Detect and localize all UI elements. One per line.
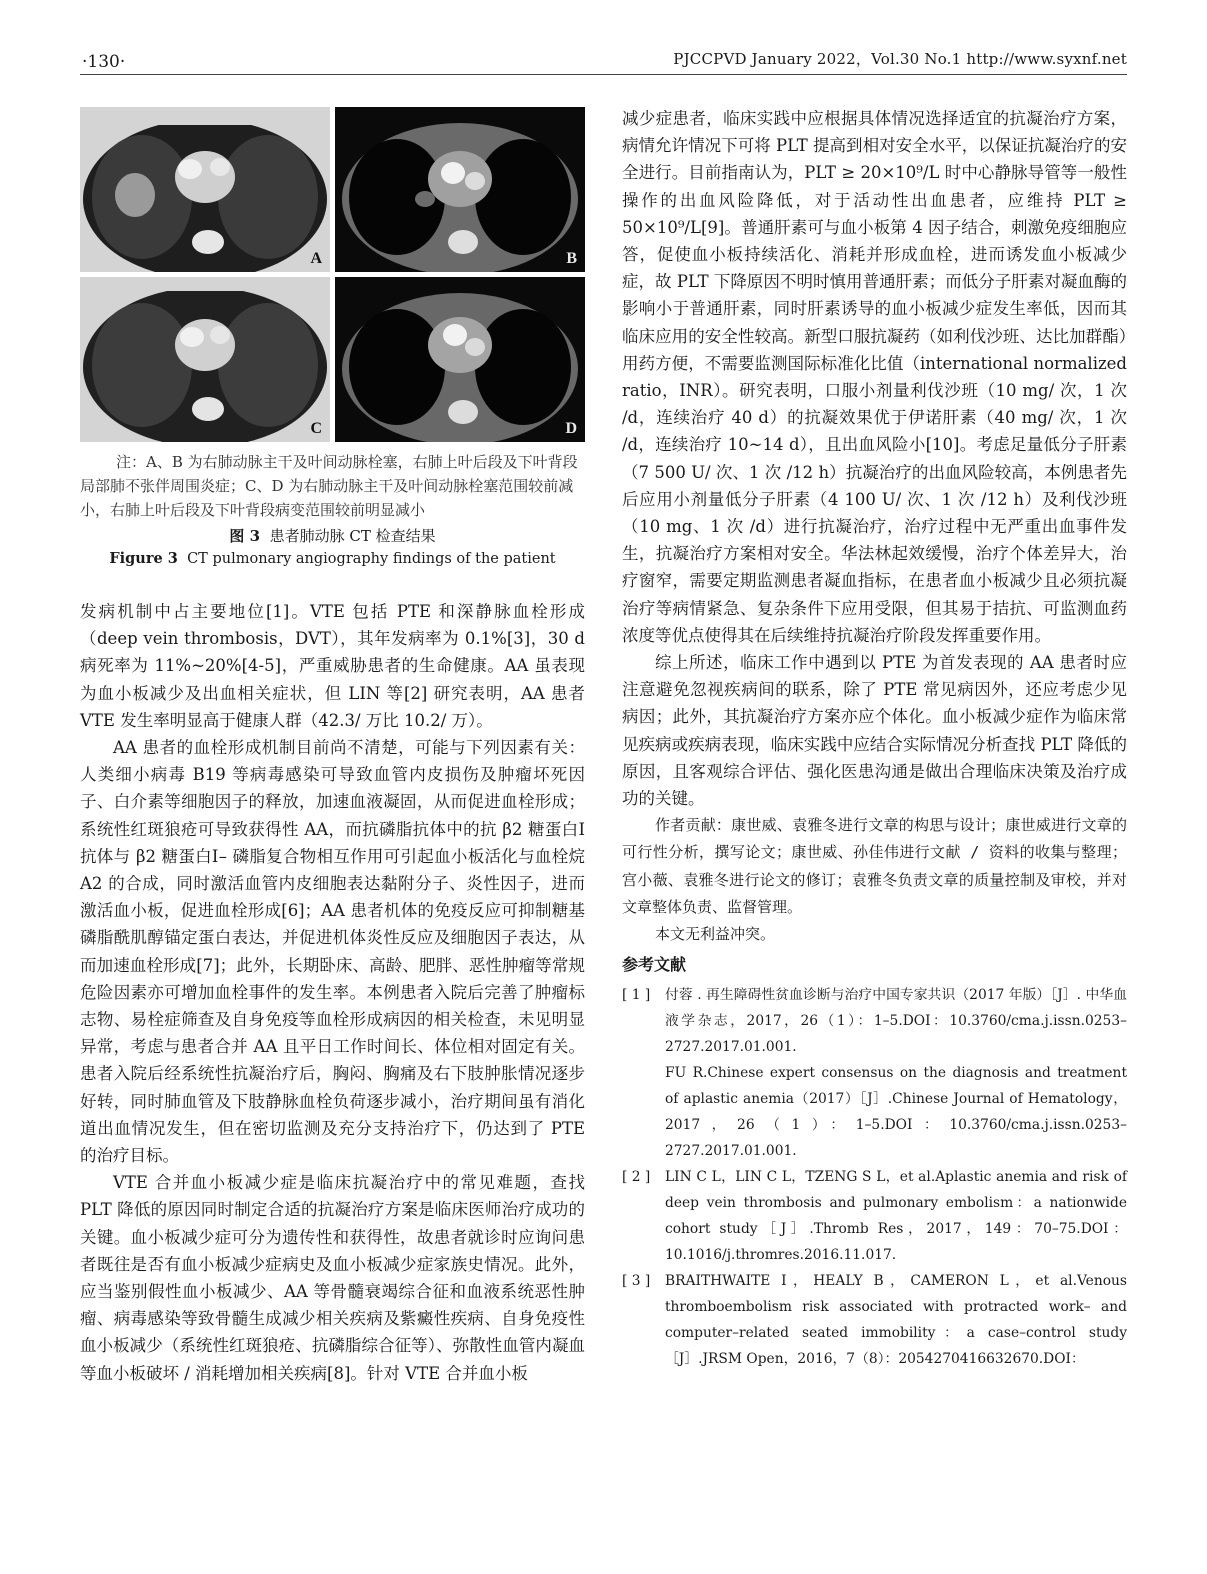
ct-image-lung-window xyxy=(80,107,330,272)
ct-image-lung-window xyxy=(80,277,330,442)
figure-caption-en xyxy=(80,550,585,567)
reference-text: BRAITHWAITE I，HEALY B，CAMERON L，et al.Venous thromboembolism risk associated with protracted work– and computer–related seated immobility：a case–control study［J］.JRSM Open，2016，7（8）：2054270416632670.DOI： xyxy=(665,1272,1127,1367)
figure-label-en: Figure 3 xyxy=(109,550,178,567)
figure-caption-zh xyxy=(80,525,585,546)
journal-header: PJCCPVD January 2022，Vol.30 No.1 http://www.syxnf.net xyxy=(673,50,1127,68)
figure-title-zh: 患者肺动脉 CT 检查结果 xyxy=(269,527,436,545)
ct-image-mediastinal-window xyxy=(335,277,585,442)
header-rule xyxy=(80,74,1127,75)
ct-panel-a xyxy=(80,107,330,272)
reference-number: [ 2 ] xyxy=(622,1168,651,1185)
reference-item xyxy=(622,982,1127,1164)
ct-panel-c xyxy=(80,277,330,442)
ct-image-mediastinal-window xyxy=(335,107,585,272)
panel-label: B xyxy=(566,250,577,267)
panel-label: C xyxy=(310,420,322,437)
author-contributions: 作者贡献：康世威、袁雅冬进行文章的构思与设计；康世威进行文章的可行性分析，撰写论文；康世威、孙佳伟进行文献 / 资料的收集与整理；宫小薇、袁雅冬进行论文的修订；袁雅冬负责文章的质量控制及审校，并对文章整体负责、监督管理。 xyxy=(622,816,1127,916)
paragraph: 综上所述，临床工作中遇到以 PTE 为首发表现的 AA 患者时应注意避免忽视疾病间的联系，除了 PTE 常见病因外，还应考虑少见病因；此外，其抗凝治疗方案亦应个体化。血小板减少症作为临床常见疾病或疾病表现，临床实践中应结合实际情况分析查找 PLT 降低的原因，且客观综合评估、强化医患沟通是做出合理临床决策及治疗成功的关键。 xyxy=(622,653,1127,809)
paragraph: 发病机制中占主要地位[1]。VTE 包括 PTE 和深静脉血栓形成（deep vein thrombosis，DVT），其年发病率为 0.1%[3]，30 d 病死率为 11%~20%[4-5]，严重威胁患者的生命健康。AA 虽表现为血小板减少及出血相关症状，但 LIN 等[2] 研究表明，AA 患者 VTE 发生率明显高于健康人群（42.3/ 万比 10.2/ 万）。 xyxy=(80,602,585,730)
panel-label: D xyxy=(565,420,577,437)
reference-number: [ 3 ] xyxy=(622,1272,651,1289)
paragraph: AA 患者的血栓形成机制目前尚不清楚，可能与下列因素有关：人类细小病毒 B19 等病毒感染可导致血管内皮损伤及肿瘤坏死因子、白介素等细胞因子的释放，加速血液凝固，从而促进血栓形成；系统性红斑狼疮可导致获得性 AA，而抗磷脂抗体中的抗 β2 糖蛋白Ⅰ抗体与 β2 糖蛋白Ⅰ– 磷脂复合物相互作用可引起血小板活化与血栓烷 A2 的合成，同时激活血管内皮细胞表达黏附分子、炎性因子，进而激活血小板，促进血栓形成[6]；AA 患者机体的免疫反应可抑制糖基磷脂酰肌醇锚定蛋白表达，并促进机体炎性反应及细胞因子表达，从而加速血栓形成[7]；此外，长期卧床、高龄、肥胖、恶性肿瘤等常规危险因素亦可增加血栓事件的发生率。本例患者入院后完善了肿瘤标志物、易栓症筛查及自身免疫等血栓形成病因的相关检查，未见明显异常，考虑与患者合并 AA 且平日工作时间长、体位相对固定有关。患者入院后经系统性抗凝治疗后，胸闷、胸痛及右下肢肿胀情况逐步好转，同时肺血管及下肢静脉血栓负荷逐步减小，治疗期间虽有消化道出血情况发生，但在密切监测及充分支持治疗下，仍达到了 PTE 的治疗目标。 xyxy=(80,738,585,1166)
ct-figure-grid xyxy=(80,107,585,442)
figure-note: 注：A、B 为右肺动脉主干及叶间动脉栓塞，右肺上叶后段及下叶背段局部肺不张伴周围炎症；C、D 为右肺动脉主干及叶间动脉栓塞范围较前减小，右肺上叶后段及下叶背段病变范围较前明显减小 xyxy=(80,453,578,519)
reference-text: 付蓉 . 再生障碍性贫血诊断与治疗中国专家共识（2017 年版）［J］. 中华血液学杂志，2017，26（1）：1–5.DOI：10.3760/cma.j.issn.0253–2727.2017.01.001. xyxy=(665,986,1127,1055)
reference-item xyxy=(622,1164,1127,1268)
figure-label-zh: 图 3 xyxy=(229,527,261,545)
ct-panel-d xyxy=(335,277,585,442)
references-heading: 参考文献 xyxy=(622,957,687,975)
right-column xyxy=(622,105,1127,1372)
reference-text-en: FU R.Chinese expert consensus on the diagnosis and treatment of aplastic anemia（2017）［J］.Chinese Journal of Hematology，2017，26（1）：1–5.DOI：10.3760/cma.j.issn.0253–2727.2017.01.001. xyxy=(665,1064,1127,1159)
paragraph: 减少症患者，临床实践中应根据具体情况选择适宜的抗凝治疗方案，病情允许情况下可将 PLT 提高到相对安全水平，以保证抗凝治疗的安全进行。目前指南认为，PLT ≥ 20×10⁹/L 时中心静脉导管等一般性操作的出血风险降低，对于活动性出血患者，应维持 PLT ≥ 50×10⁹/L[9]。普通肝素可与血小板第 4 因子结合，刺激免疫细胞应答，促使血小板持续活化、消耗并形成血栓，进而诱发血小板减少症，故 PLT 下降原因不明时慎用普通肝素；而低分子肝素对凝血酶的影响小于普通肝素，同时肝素诱导的血小板减少症发生率低，因而其临床应用的安全性较高。新型口服抗凝药（如利伐沙班、达比加群酯）用药方便，不需要监测国际标准化比值（international normalized ratio，INR）。研究表明，口服小剂量利伐沙班（10 mg/ 次，1 次 /d，连续治疗 40 d）的抗凝效果优于伊诺肝素（40 mg/ 次，1 次 /d，连续治疗 10~14 d），且出血风险小[10]。考虑足量低分子肝素（7 500 U/ 次、1 次 /12 h）抗凝治疗的出血风险较高，本例患者先后应用小剂量低分子肝素（4 100 U/ 次、1 次 /12 h）及利伐沙班（10 mg、1 次 /d）进行抗凝治疗，治疗过程中无严重出血事件发生，抗凝治疗方案相对安全。华法林起效缓慢，治疗个体差异大，治疗窗窄，需要定期监测患者凝血指标，在患者血小板减少且必须抗凝治疗等病情紧急、复杂条件下应用受限，但其易于拮抗、可监测血药浓度等优点使得其在后续维持抗凝治疗阶段发挥重要作用。 xyxy=(622,109,1127,645)
figure-title-en: CT pulmonary angiography findings of the patient xyxy=(187,551,556,567)
reference-text: LIN C L，LIN C L，TZENG S L，et al.Aplastic anemia and risk of deep vein thrombosis and pulmonary embolism：a nationwide cohort study［J］.Thromb Res，2017，149：70–75.DOI：10.1016/j.thromres.2016.11.017. xyxy=(665,1168,1127,1263)
paragraph: VTE 合并血小板减少症是临床抗凝治疗中的常见难题，查找 PLT 降低的原因同时制定合适的抗凝治疗方案是临床医师治疗成功的关键。血小板减少症可分为遗传性和获得性，故患者就诊时应询问患者既往是否有血小板减少症病史及血小板减少症家族史情况。此外，应当鉴别假性血小板减少、AA 等骨髓衰竭综合征和血液系统恶性肿瘤、病毒感染等致骨髓生成减少相关疾病及紫癜性疾病、自身免疫性血小板减少（系统性红斑狼疮、抗磷脂综合征等）、弥散性血管内凝血等血小板破坏 / 消耗增加相关疾病[8]。针对 VTE 合并血小板 xyxy=(80,1173,585,1383)
left-column xyxy=(80,598,585,1387)
reference-number: [ 1 ] xyxy=(622,986,651,1003)
panel-label: A xyxy=(310,250,322,267)
conflict-statement: 本文无利益冲突。 xyxy=(655,925,776,944)
ct-panel-b xyxy=(335,107,585,272)
reference-item xyxy=(622,1268,1127,1372)
page-number: ·130· xyxy=(82,52,126,72)
